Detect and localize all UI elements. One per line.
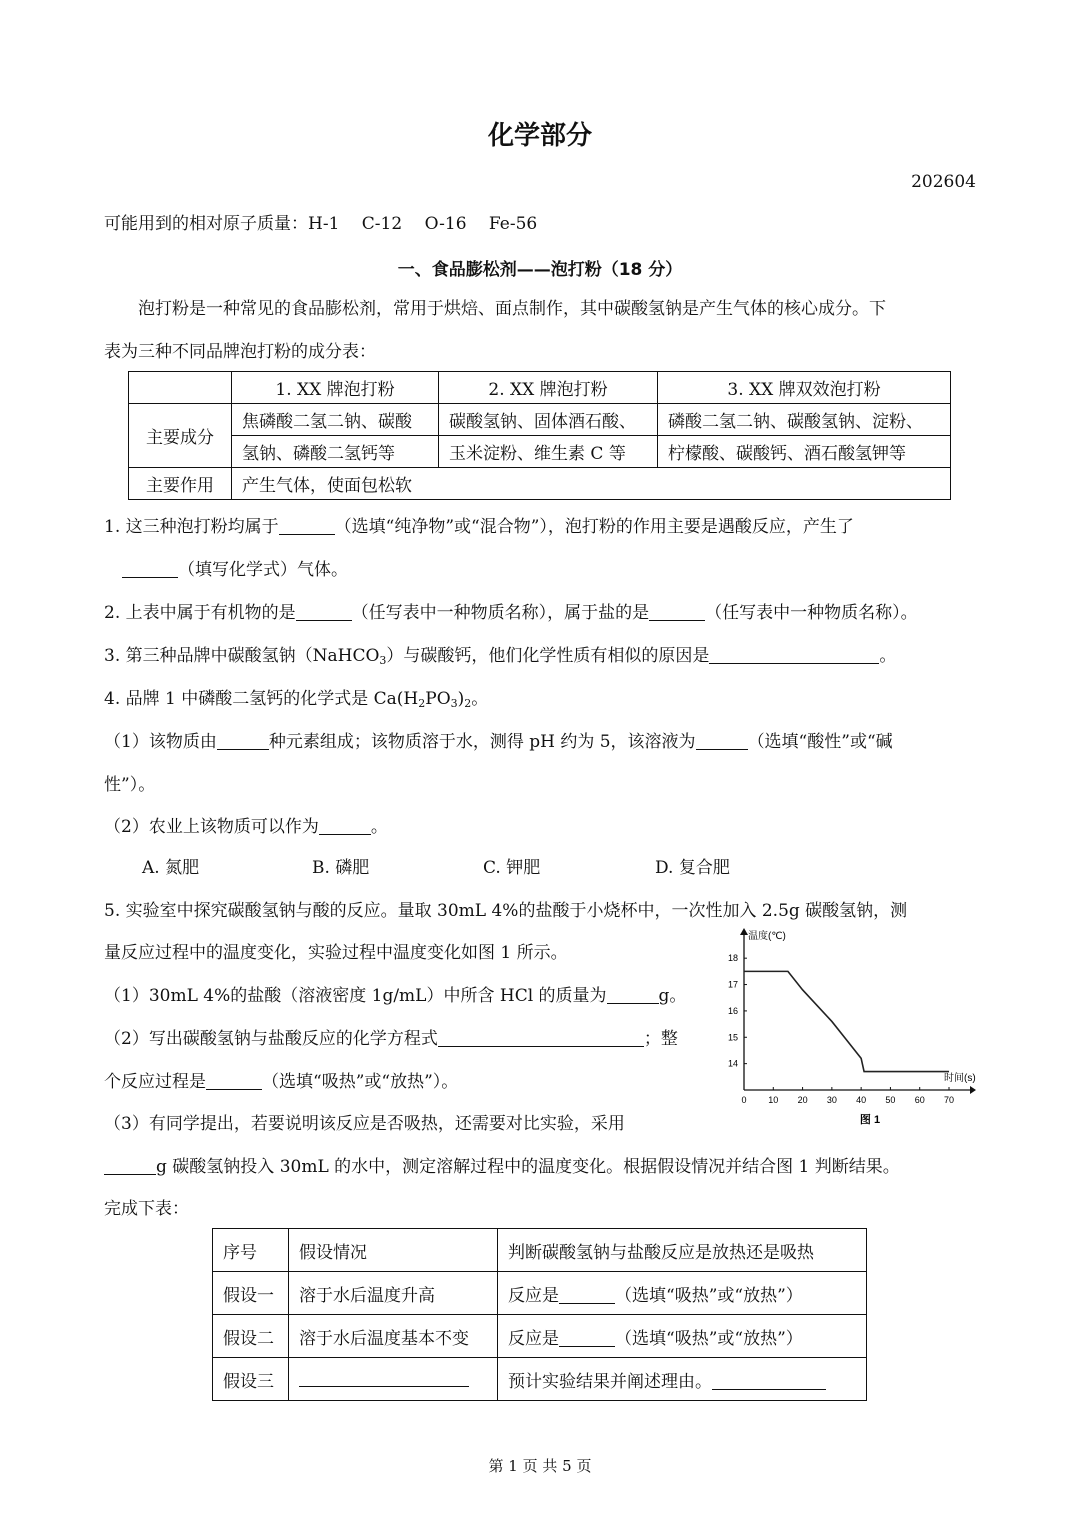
table-header: 假设情况: [289, 1229, 498, 1272]
chart-caption: 图 1: [859, 1114, 881, 1126]
question-4: 4. 品牌 1 中磷酸二氢钙的化学式是 $Ca(H_2PO_3)_2$。: [104, 689, 489, 710]
intro-line-1: 泡打粉是一种常见的食品膨松剂，常用于烘焙、面点制作，其中碳酸氢钠是产生气体的核心成分。下: [138, 299, 886, 319]
question-5-2-cont: 个反应过程是 （选填“吸热”或“放热”）。: [104, 1072, 459, 1092]
table-header: 判断碳酸氢钠与盐酸反应是放热还是吸热: [498, 1229, 867, 1272]
table-cell: 假设三: [213, 1358, 289, 1401]
answer-blank[interactable]: [607, 986, 659, 1004]
y-tick-label: 18: [727, 953, 738, 964]
table-header: 1. XX 牌泡打粉: [232, 372, 439, 404]
x-axis-arrow-icon: [970, 1086, 976, 1094]
page-title: 化学部分: [487, 121, 592, 151]
option-d[interactable]: D. 复合肥: [655, 858, 730, 878]
answer-blank[interactable]: [559, 1286, 615, 1304]
x-axis-label: 时间(s): [944, 1073, 976, 1084]
y-tick-label: 16: [727, 1005, 738, 1016]
table-header: 3. XX 牌双效泡打粉: [658, 372, 951, 404]
temperature-line: [744, 971, 949, 1071]
option-a[interactable]: A. 氮肥: [142, 858, 200, 878]
table-cell: [289, 1358, 498, 1401]
table-cell: 溶于水后温度基本不变: [289, 1315, 498, 1358]
table-cell: 溶于水后温度升高: [289, 1272, 498, 1315]
answer-blank[interactable]: [438, 1029, 644, 1047]
answer-blank[interactable]: [709, 646, 879, 664]
y-tick-label: 17: [727, 979, 738, 990]
answer-blank[interactable]: [559, 1329, 615, 1347]
intro-line-2: 表为三种不同品牌泡打粉的成分表：: [104, 342, 376, 362]
atomic-masses: 可能用到的相对原子质量：H-1 C-12 O-16 Fe-56: [104, 214, 538, 234]
y-tick-label: 15: [727, 1032, 738, 1043]
answer-blank[interactable]: [206, 1072, 262, 1090]
table-cell: 磷酸二氢二钠、碳酸氢钠、淀粉、: [658, 404, 951, 436]
table-row: [129, 436, 951, 468]
answer-blank[interactable]: [319, 817, 371, 835]
answer-blank[interactable]: [299, 1369, 469, 1387]
question-2: 2. 上表中属于有机物的是 （任写表中一种物质名称），属于盐的是 （任写表中一种物质名称）。: [104, 603, 918, 623]
answer-blank[interactable]: [104, 1157, 156, 1175]
table-cell: [129, 372, 232, 404]
table-row: [129, 404, 951, 436]
question-5-3-end: 完成下表：: [104, 1199, 189, 1219]
question-5-cont: 量反应过程中的温度变化，实验过程中温度变化如图 1 所示。: [104, 943, 568, 963]
table-row: [129, 468, 951, 500]
row-label: 主要作用: [129, 468, 232, 500]
table-row: [213, 1229, 867, 1272]
hypothesis-table: [212, 1228, 867, 1401]
question-4-1: （1）该物质由 种元素组成；该物质溶于水，测得 pH 约为 5，该溶液为 （选填“酸性”或“碱: [104, 732, 893, 752]
table-cell: 假设二: [213, 1315, 289, 1358]
table-cell: 假设一: [213, 1272, 289, 1315]
table-cell: 玉米淀粉、维生素 C 等: [439, 436, 658, 468]
table-cell: 反应是 （选填“吸热”或“放热”）: [498, 1315, 867, 1358]
option-c[interactable]: C. 钾肥: [483, 858, 541, 878]
x-tick-label: 40: [856, 1095, 867, 1105]
row-label: 主要成分: [129, 404, 232, 468]
ingredients-table: [128, 371, 951, 500]
option-b[interactable]: B. 磷肥: [312, 858, 370, 878]
answer-blank[interactable]: [649, 603, 705, 621]
x-tick-label: 50: [885, 1095, 896, 1105]
question-5-2: （2）写出碳酸氢钠与盐酸反应的化学方程式 ；整: [104, 1029, 678, 1049]
answer-blank[interactable]: [279, 517, 335, 535]
question-5-3: （3）有同学提出，若要说明该反应是否吸热，还需要对比实验，采用: [104, 1114, 625, 1134]
answer-blank[interactable]: [217, 732, 269, 750]
x-tick-label: 10: [768, 1095, 779, 1105]
answer-blank[interactable]: [296, 603, 352, 621]
table-row: [213, 1272, 867, 1315]
question-5-1: （1）30mL 4%的盐酸（溶液密度 1g/mL）中所含 HCl 的质量为 g。: [104, 986, 687, 1006]
question-1-cont: （填写化学式）气体。: [122, 559, 348, 581]
temperature-chart: [722, 925, 984, 1130]
table-row: [213, 1358, 867, 1401]
answer-blank[interactable]: [696, 732, 748, 750]
table-cell: 预计实验结果并阐述理由。: [498, 1358, 867, 1401]
table-cell: 焦磷酸二氢二钠、碳酸: [232, 404, 439, 436]
page-footer: 第 1 页 共 5 页: [488, 1457, 592, 1475]
question-1: 1. 这三种泡打粉均属于 （选填“纯净物”或“混合物”），泡打粉的作用主要是遇酸反应，产生了: [104, 517, 854, 537]
table-header: 序号: [213, 1229, 289, 1272]
question-5-3-cont: g 碳酸氢钠投入 30mL 的水中，测定溶解过程中的温度变化。根据假设情况并结合图 1 判断结果。: [104, 1156, 900, 1178]
x-tick-label: 70: [943, 1095, 955, 1105]
question-5: 5. 实验室中探究碳酸氢钠与酸的反应。量取 30mL 4%的盐酸于小烧杯中，一次性加入 2.5g 碳酸氢钠，测: [104, 901, 908, 921]
y-axis-arrow-icon: [740, 928, 748, 935]
x-tick-label: 0: [741, 1095, 747, 1105]
x-tick-label: 20: [797, 1095, 808, 1105]
answer-blank[interactable]: [122, 560, 178, 578]
question-4-2: （2）农业上该物质可以作为 。: [104, 817, 388, 837]
x-tick-label: 60: [914, 1095, 925, 1105]
table-cell: 反应是 （选填“吸热”或“放热”）: [498, 1272, 867, 1315]
y-tick-label: 14: [727, 1058, 738, 1069]
exam-code: 202604: [911, 172, 976, 192]
question-4-1-cont: 性”）。: [104, 775, 156, 795]
table-row: [213, 1315, 867, 1358]
y-axis-label: 温度(℃): [748, 931, 786, 942]
table-row: [129, 372, 951, 404]
question-3: 3. 第三种品牌中碳酸氢钠（NaHCO$_3$）与碳酸钙，他们化学性质有相似的原因是 。: [104, 646, 897, 667]
x-tick-label: 30: [826, 1095, 837, 1105]
answer-blank[interactable]: [712, 1372, 826, 1390]
table-cell: 碳酸氢钠、固体酒石酸、: [439, 404, 658, 436]
table-cell: 氢钠、磷酸二氢钙等: [232, 436, 439, 468]
table-cell: 产生气体，使面包松软: [232, 468, 951, 500]
table-header: 2. XX 牌泡打粉: [439, 372, 658, 404]
table-cell: 柠檬酸、碳酸钙、酒石酸氢钾等: [658, 436, 951, 468]
section-heading: 一、食品膨松剂——泡打粉（18 分）: [397, 260, 683, 280]
